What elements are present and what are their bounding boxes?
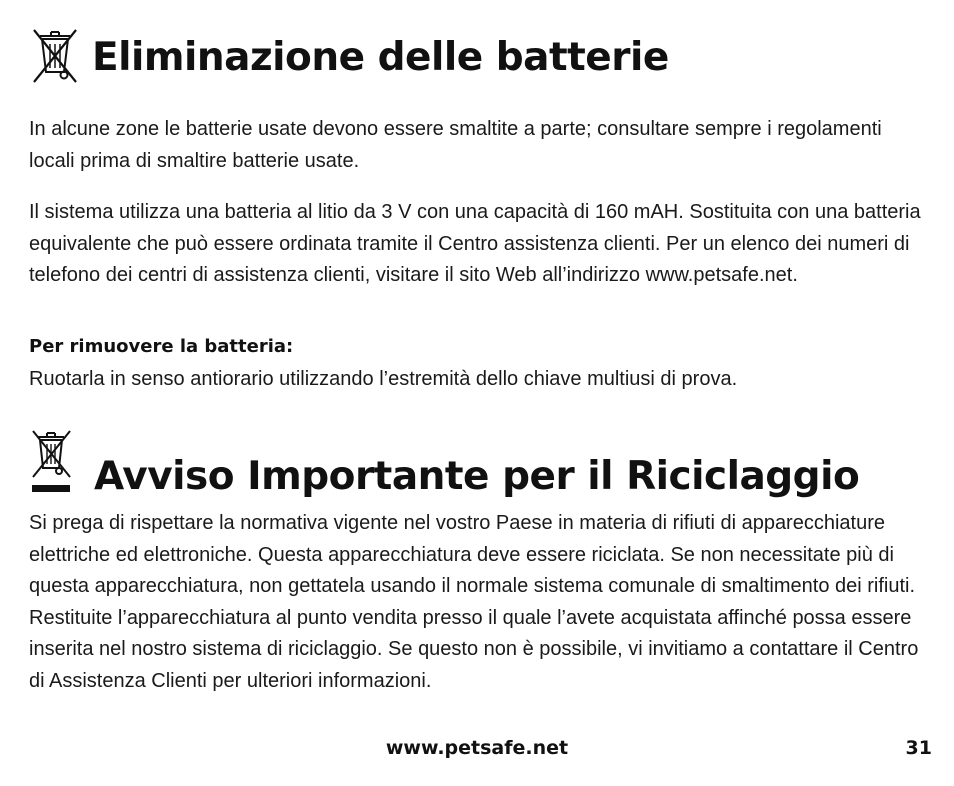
section-title-recycling-notice: Avviso Importante per il Riciclaggio (94, 454, 860, 499)
page-number: 31 (905, 737, 932, 759)
subheading-remove-battery: Per rimuovere la batteria: (29, 336, 294, 357)
crossed-out-wheelie-bin-icon (28, 26, 84, 88)
section-heading-recycling-notice (28, 426, 859, 499)
section-title-battery-disposal: Eliminazione delle batterie (92, 34, 669, 80)
footer-website-link[interactable]: www.petsafe.net (385, 737, 569, 759)
section-heading-battery-disposal (28, 26, 669, 88)
paragraph-battery-local-rules: In alcune zone le batterie usate devono essere smaltite a parte; consultare sempre i regolamenti locali prima di smaltire batterie usate. (29, 118, 882, 172)
paragraph-recycling-weee: Si prega di rispettare la normativa vigente nel vostro Paese in materia di rifiuti di apparecchiature elettriche ed elettroniche. Questa apparecchiatura deve essere riciclata. Se non necessitate più di questa apparecchiatura, non gettatela usando il normale sistema comunale di smaltimento dei rifiuti. Restituite l’apparecchiatura al punto vendita presso il quale l’avete acquistata affinché possa essere inserita nel nostro sistema di riciclaggio. Se questo non è possibile, vi invitiamo a contattare il Centro di Assistenza Clienti per ulteriori informazioni. (29, 512, 919, 692)
paragraph-battery-specs: Il sistema utilizza una batteria al litio da 3 V con una capacità di 160 mAH. Sostituita con una batteria equivalente che può essere ordinata tramite il Centro assistenza clienti. Per un elenco dei numeri di telefono dei centri di assistenza clienti, visitare il sito Web all’indirizzo www.petsafe.net. (29, 201, 921, 286)
paragraph-remove-battery-instructions: Ruotarla in senso antiorario utilizzando l’estremità dello chiave multiusi di prova. (29, 368, 738, 390)
crossed-out-wheelie-bin-with-bar-icon (28, 429, 76, 497)
